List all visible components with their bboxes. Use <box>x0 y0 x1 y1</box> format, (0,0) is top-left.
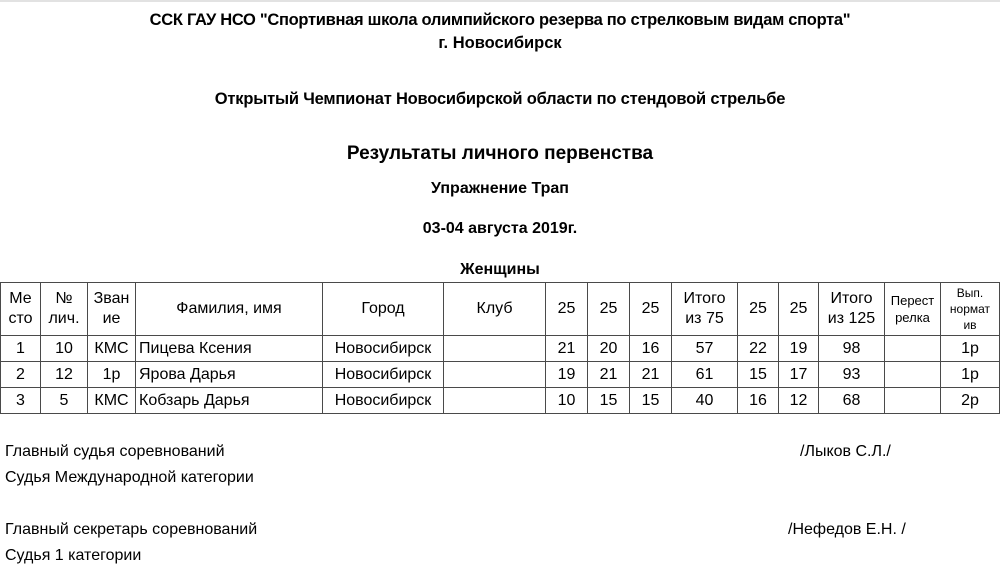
col-header-club: Клуб <box>444 283 546 336</box>
cell-place: 1 <box>1 336 41 362</box>
cell-series-1: 10 <box>546 388 588 414</box>
cell-shootoff <box>885 336 941 362</box>
cell-series-3: 15 <box>630 388 672 414</box>
cell-series-2: 20 <box>588 336 630 362</box>
cell-total-125: 68 <box>819 388 885 414</box>
table-row <box>1 336 1000 362</box>
cell-series-2: 15 <box>588 388 630 414</box>
cell-shootoff <box>885 388 941 414</box>
cell-city: Новосибирск <box>323 336 444 362</box>
cell-city: Новосибирск <box>323 388 444 414</box>
table-row <box>1 362 1000 388</box>
cell-name: Ярова Дарья <box>136 362 323 388</box>
cell-series-3: 21 <box>630 362 672 388</box>
col-header-shootoff: Перест релка <box>885 283 941 336</box>
col-header-series-1: 25 <box>546 283 588 336</box>
cell-name: Пицева Ксения <box>136 336 323 362</box>
cell-club <box>444 388 546 414</box>
chief-secretary-category: Судья 1 категории <box>5 547 142 564</box>
cell-series-5: 17 <box>779 362 819 388</box>
col-header-rank: Зван ие <box>88 283 136 336</box>
chief-judge-name: /Лыков С.Л./ <box>800 443 891 460</box>
cell-total-75: 57 <box>672 336 738 362</box>
cell-rank: КМС <box>88 336 136 362</box>
cell-total-75: 40 <box>672 388 738 414</box>
cell-norm: 2р <box>941 388 1000 414</box>
dates-title: 03-04 августа 2019г. <box>422 220 578 237</box>
cell-total-125: 98 <box>819 336 885 362</box>
cell-club <box>444 362 546 388</box>
cell-series-4: 16 <box>738 388 779 414</box>
cell-rank: КМС <box>88 388 136 414</box>
cell-club <box>444 336 546 362</box>
cell-shootoff <box>885 362 941 388</box>
cell-place: 3 <box>1 388 41 414</box>
col-header-city: Город <box>323 283 444 336</box>
chief-secretary-name: /Нефедов Е.Н. / <box>788 521 906 538</box>
cell-norm: 1р <box>941 336 1000 362</box>
col-header-series-5: 25 <box>779 283 819 336</box>
table-header-row <box>1 283 1000 336</box>
cell-city: Новосибирск <box>323 362 444 388</box>
results-title: Результаты личного первенства <box>346 143 654 164</box>
cell-series-3: 16 <box>630 336 672 362</box>
col-header-place: Ме сто <box>1 283 41 336</box>
cell-rank: 1р <box>88 362 136 388</box>
cell-bib: 10 <box>41 336 88 362</box>
cell-norm: 1р <box>941 362 1000 388</box>
cell-series-5: 12 <box>779 388 819 414</box>
category-title: Женщины <box>460 261 540 278</box>
cell-series-4: 22 <box>738 336 779 362</box>
col-header-series-3: 25 <box>630 283 672 336</box>
table-row <box>1 388 1000 414</box>
exercise-title: Упражнение Трап <box>431 180 569 197</box>
cell-bib: 12 <box>41 362 88 388</box>
col-header-total-75: Итого из 75 <box>672 283 738 336</box>
cell-bib: 5 <box>41 388 88 414</box>
results-table <box>0 282 1000 414</box>
cell-series-1: 19 <box>546 362 588 388</box>
col-header-norm: Вып. нормат ив <box>941 283 1000 336</box>
city-title: г. Новосибирск <box>438 34 562 52</box>
chief-judge-category: Судья Международной категории <box>5 469 254 486</box>
cell-series-4: 15 <box>738 362 779 388</box>
cell-place: 2 <box>1 362 41 388</box>
chief-secretary-title: Главный секретарь соревнований <box>5 521 258 538</box>
col-header-series-2: 25 <box>588 283 630 336</box>
col-header-total-125: Итого из 125 <box>819 283 885 336</box>
cell-total-125: 93 <box>819 362 885 388</box>
col-header-series-4: 25 <box>738 283 779 336</box>
chief-judge-title: Главный судья соревнований <box>5 443 225 460</box>
championship-title: Открытый Чемпионат Новосибирской области по стендовой стрельбе <box>214 90 786 108</box>
col-header-name: Фамилия, имя <box>136 283 323 336</box>
cell-series-5: 19 <box>779 336 819 362</box>
cell-name: Кобзарь Дарья <box>136 388 323 414</box>
organization-title: ССК ГАУ НСО "Спортивная школа олимпийского резерва по стрелковым видам спорта" <box>149 11 851 29</box>
cell-series-2: 21 <box>588 362 630 388</box>
col-header-bib: № лич. <box>41 283 88 336</box>
cell-series-1: 21 <box>546 336 588 362</box>
cell-total-75: 61 <box>672 362 738 388</box>
